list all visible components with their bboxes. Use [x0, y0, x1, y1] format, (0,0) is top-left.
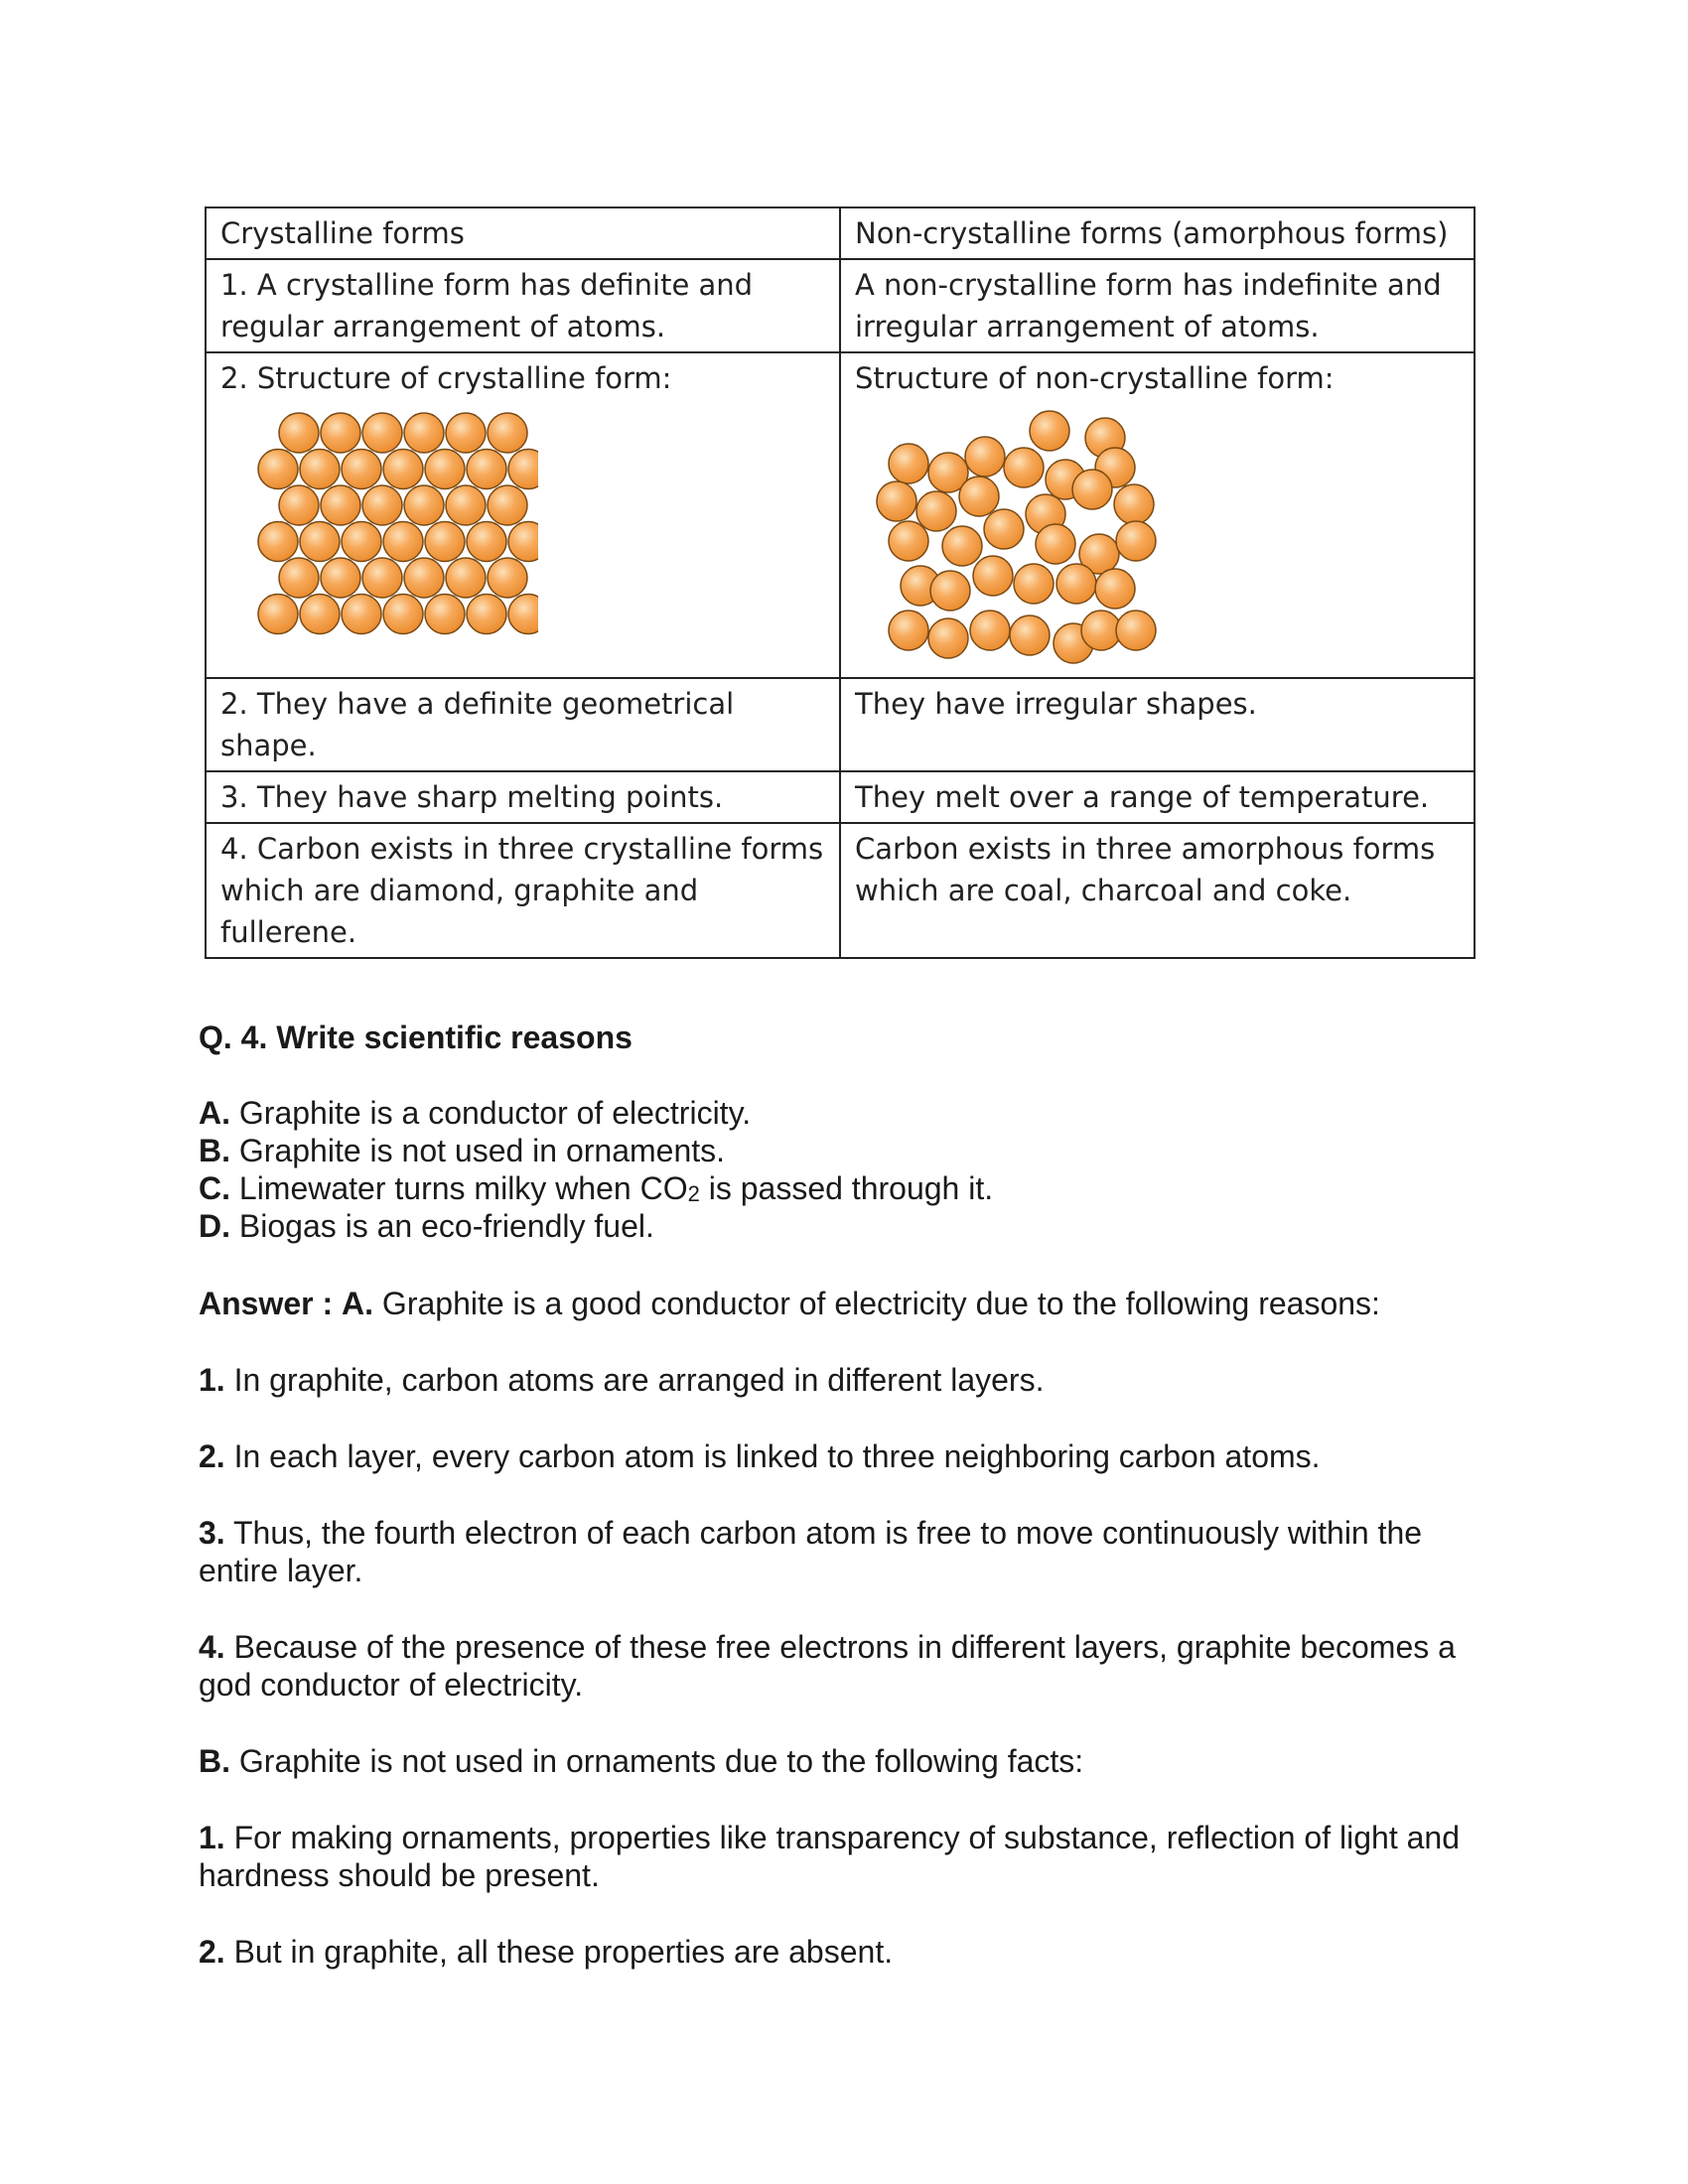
atom-circle	[425, 595, 465, 634]
atom-circle	[404, 558, 444, 598]
answer-point: 1. In graphite, carbon atoms are arranged in different layers.	[199, 1362, 1045, 1398]
atom-circle	[446, 413, 486, 453]
atom-circle	[1014, 564, 1054, 604]
atom-circle	[279, 558, 319, 598]
atom-circle	[404, 485, 444, 525]
atom-circle	[928, 618, 968, 658]
table-row	[206, 678, 1475, 771]
table-row	[206, 259, 1475, 352]
atom-circle	[1114, 484, 1154, 524]
atom-circle	[984, 509, 1024, 549]
atom-circle	[942, 526, 982, 566]
question-item: A. Graphite is a conductor of electricity.	[199, 1095, 752, 1131]
crystalline-structure-cell	[206, 352, 840, 678]
atom-circle	[362, 413, 402, 453]
table-header-row	[206, 207, 1475, 259]
table-row	[206, 823, 1475, 958]
atom-circle	[321, 485, 360, 525]
atom-circle	[488, 413, 527, 453]
answer-point: 2. But in graphite, all these properties are absent.	[199, 1934, 894, 1970]
atom-circle	[889, 611, 928, 650]
answer-point: 3. Thus, the fourth electron of each carbon atom is free to move continuously within the entire layer.	[199, 1515, 1423, 1588]
crystalline-structure-diagram	[220, 405, 538, 663]
atom-circle	[342, 522, 381, 562]
atom-circle	[446, 485, 486, 525]
atom-circle	[321, 558, 360, 598]
table-cell: 2. They have a definite geometrical shape.	[206, 678, 840, 771]
amorphous-structure-cell	[840, 352, 1475, 678]
atom-circle	[488, 485, 527, 525]
atom-circle	[425, 450, 465, 489]
atom-circle	[279, 413, 319, 453]
table-cell: They melt over a range of temperature.	[840, 771, 1475, 823]
atom-circle	[1095, 569, 1135, 609]
answer-b-intro: B. Graphite is not used in ornaments due to the following facts:	[199, 1743, 1084, 1779]
atom-circle	[362, 558, 402, 598]
atom-circle	[1056, 564, 1096, 604]
atom-circle	[889, 521, 928, 561]
comparison-table	[205, 206, 1476, 959]
answer-intro: Answer : A. Graphite is a good conductor of electricity due to the following reasons:	[199, 1286, 1380, 1321]
atom-circle	[300, 450, 340, 489]
table-cell: Carbon exists in three amorphous forms which are coal, charcoal and coke.	[840, 823, 1475, 958]
atom-circle	[1004, 448, 1044, 487]
question-item: D. Biogas is an eco-friendly fuel.	[199, 1208, 654, 1244]
atom-circle	[973, 556, 1013, 596]
atom-circle	[970, 611, 1010, 650]
atom-circle	[300, 522, 340, 562]
atom-circle	[342, 450, 381, 489]
atom-circle	[404, 413, 444, 453]
amorphous-structure-diagram	[855, 405, 1193, 673]
table-cell: 4. Carbon exists in three crystalline forms which are diamond, graphite and fullerene.	[206, 823, 840, 958]
atom-circle	[467, 522, 506, 562]
question-item: B. Graphite is not used in ornaments.	[199, 1133, 726, 1168]
table-row	[206, 352, 1475, 678]
atom-circle	[508, 595, 538, 634]
atom-circle	[1081, 611, 1121, 650]
atom-circle	[467, 450, 506, 489]
table-cell: 3. They have sharp melting points.	[206, 771, 840, 823]
atom-circle	[1116, 521, 1156, 561]
atom-circle	[383, 522, 423, 562]
atom-circle	[446, 558, 486, 598]
atom-circle	[383, 595, 423, 634]
table-cell-label: Structure of non-crystalline form:	[855, 361, 1335, 395]
atom-circle	[1072, 470, 1112, 509]
atom-circle	[1030, 411, 1069, 451]
atom-circle	[300, 595, 340, 634]
table-cell: 1. A crystalline form has definite and regular arrangement of atoms.	[206, 259, 840, 352]
atom-circle	[959, 477, 999, 516]
header-crystalline: Crystalline forms	[206, 207, 840, 259]
answer-point: 1. For making ornaments, properties like transparency of substance, reflection of light and hardness should be present.	[199, 1820, 1460, 1893]
table-row	[206, 771, 1475, 823]
atom-circle	[877, 481, 916, 521]
table-cell: A non-crystalline form has indefinite and irregular arrangement of atoms.	[840, 259, 1475, 352]
answer-point: 2. In each layer, every carbon atom is linked to three neighboring carbon atoms.	[199, 1438, 1321, 1474]
atom-circle	[258, 522, 298, 562]
answer-point: 4. Because of the presence of these free electrons in different layers, graphite becomes a god conductor of electricity.	[199, 1629, 1456, 1703]
atom-circle	[508, 522, 538, 562]
question-heading: Q. 4. Write scientific reasons	[199, 1020, 633, 1055]
table-cell: They have irregular shapes.	[840, 678, 1475, 771]
atom-circle	[425, 522, 465, 562]
atom-circle	[1010, 615, 1050, 655]
atom-circle	[279, 485, 319, 525]
atom-circle	[258, 595, 298, 634]
atom-circle	[889, 444, 928, 483]
atom-circle	[1036, 524, 1075, 564]
atom-circle	[1116, 611, 1156, 650]
header-non-crystalline: Non-crystalline forms (amorphous forms)	[840, 207, 1475, 259]
table-cell-label: 2. Structure of crystalline form:	[220, 361, 672, 395]
atom-circle	[508, 450, 538, 489]
atom-circle	[321, 413, 360, 453]
question-item: C. Limewater turns milky when $CO_2$ is passed through it.	[199, 1170, 994, 1206]
atom-circle	[342, 595, 381, 634]
atom-circle	[258, 450, 298, 489]
atom-circle	[916, 491, 956, 531]
atom-circle	[488, 558, 527, 598]
atom-circle	[930, 571, 970, 611]
question-list	[199, 1094, 1489, 1245]
atom-circle	[362, 485, 402, 525]
atom-circle	[467, 595, 506, 634]
atom-circle	[383, 450, 423, 489]
atom-circle	[965, 437, 1005, 477]
